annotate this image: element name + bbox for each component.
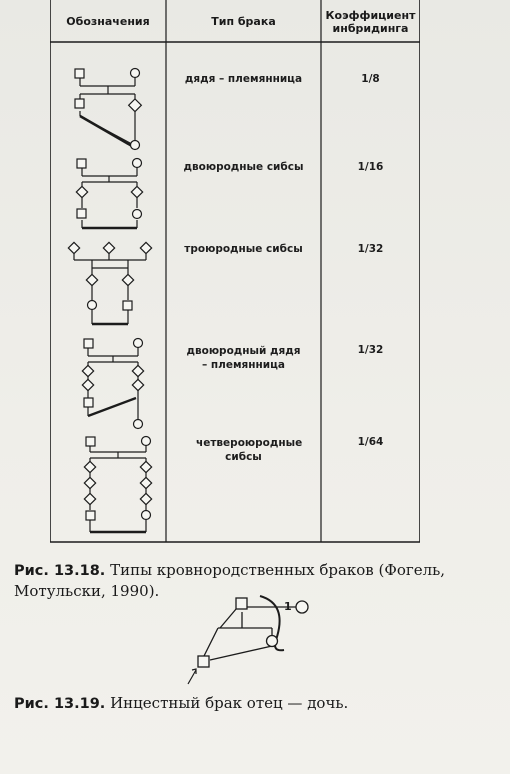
header-marriage-type: Тип брака	[211, 15, 276, 28]
consanguinity-table	[50, 0, 420, 544]
row-1-type: дядя – племянница	[184, 73, 303, 85]
figure-13-18-text: Типы кровнородственных браков (Фогель, Мотульски, 1990).	[14, 561, 446, 600]
pedigree-third-cousins	[84, 437, 151, 533]
pedigree-first-cousins	[76, 159, 142, 229]
figure-13-19-label: Рис. 13.19.	[14, 696, 106, 712]
incest-pedigree-diagram	[180, 590, 330, 690]
row-1-coefficient: 1/8	[361, 73, 380, 85]
figure-13-18-label: Рис. 13.18.	[14, 563, 106, 579]
row-5-coefficient: 1/64	[357, 436, 384, 448]
row-4-coefficient: 1/32	[357, 344, 384, 356]
row-3-type: троюродные сибсы	[184, 243, 303, 255]
pedigree-second-cousins	[68, 242, 151, 324]
figure-13-19-caption	[14, 693, 494, 714]
row-5-type: четвероюродные сибсы	[196, 437, 303, 463]
pedigree-first-cousin-uncle-niece	[82, 339, 143, 429]
header-designation: Обозначения	[66, 15, 150, 28]
figure-13-19-text: Инцестный брак отец — дочь.	[105, 694, 349, 712]
row-4-type: двоюродный дядя – племянница	[186, 345, 301, 371]
row-2-type: двоюродные сибсы	[183, 161, 304, 173]
inbreeding-marker-label: 1	[284, 600, 292, 613]
row-2-coefficient: 1/16	[357, 161, 384, 173]
header-coefficient: Коэффициент инбридинга	[325, 9, 416, 35]
pedigree-uncle-niece	[75, 69, 141, 150]
row-3-coefficient: 1/32	[357, 243, 384, 255]
